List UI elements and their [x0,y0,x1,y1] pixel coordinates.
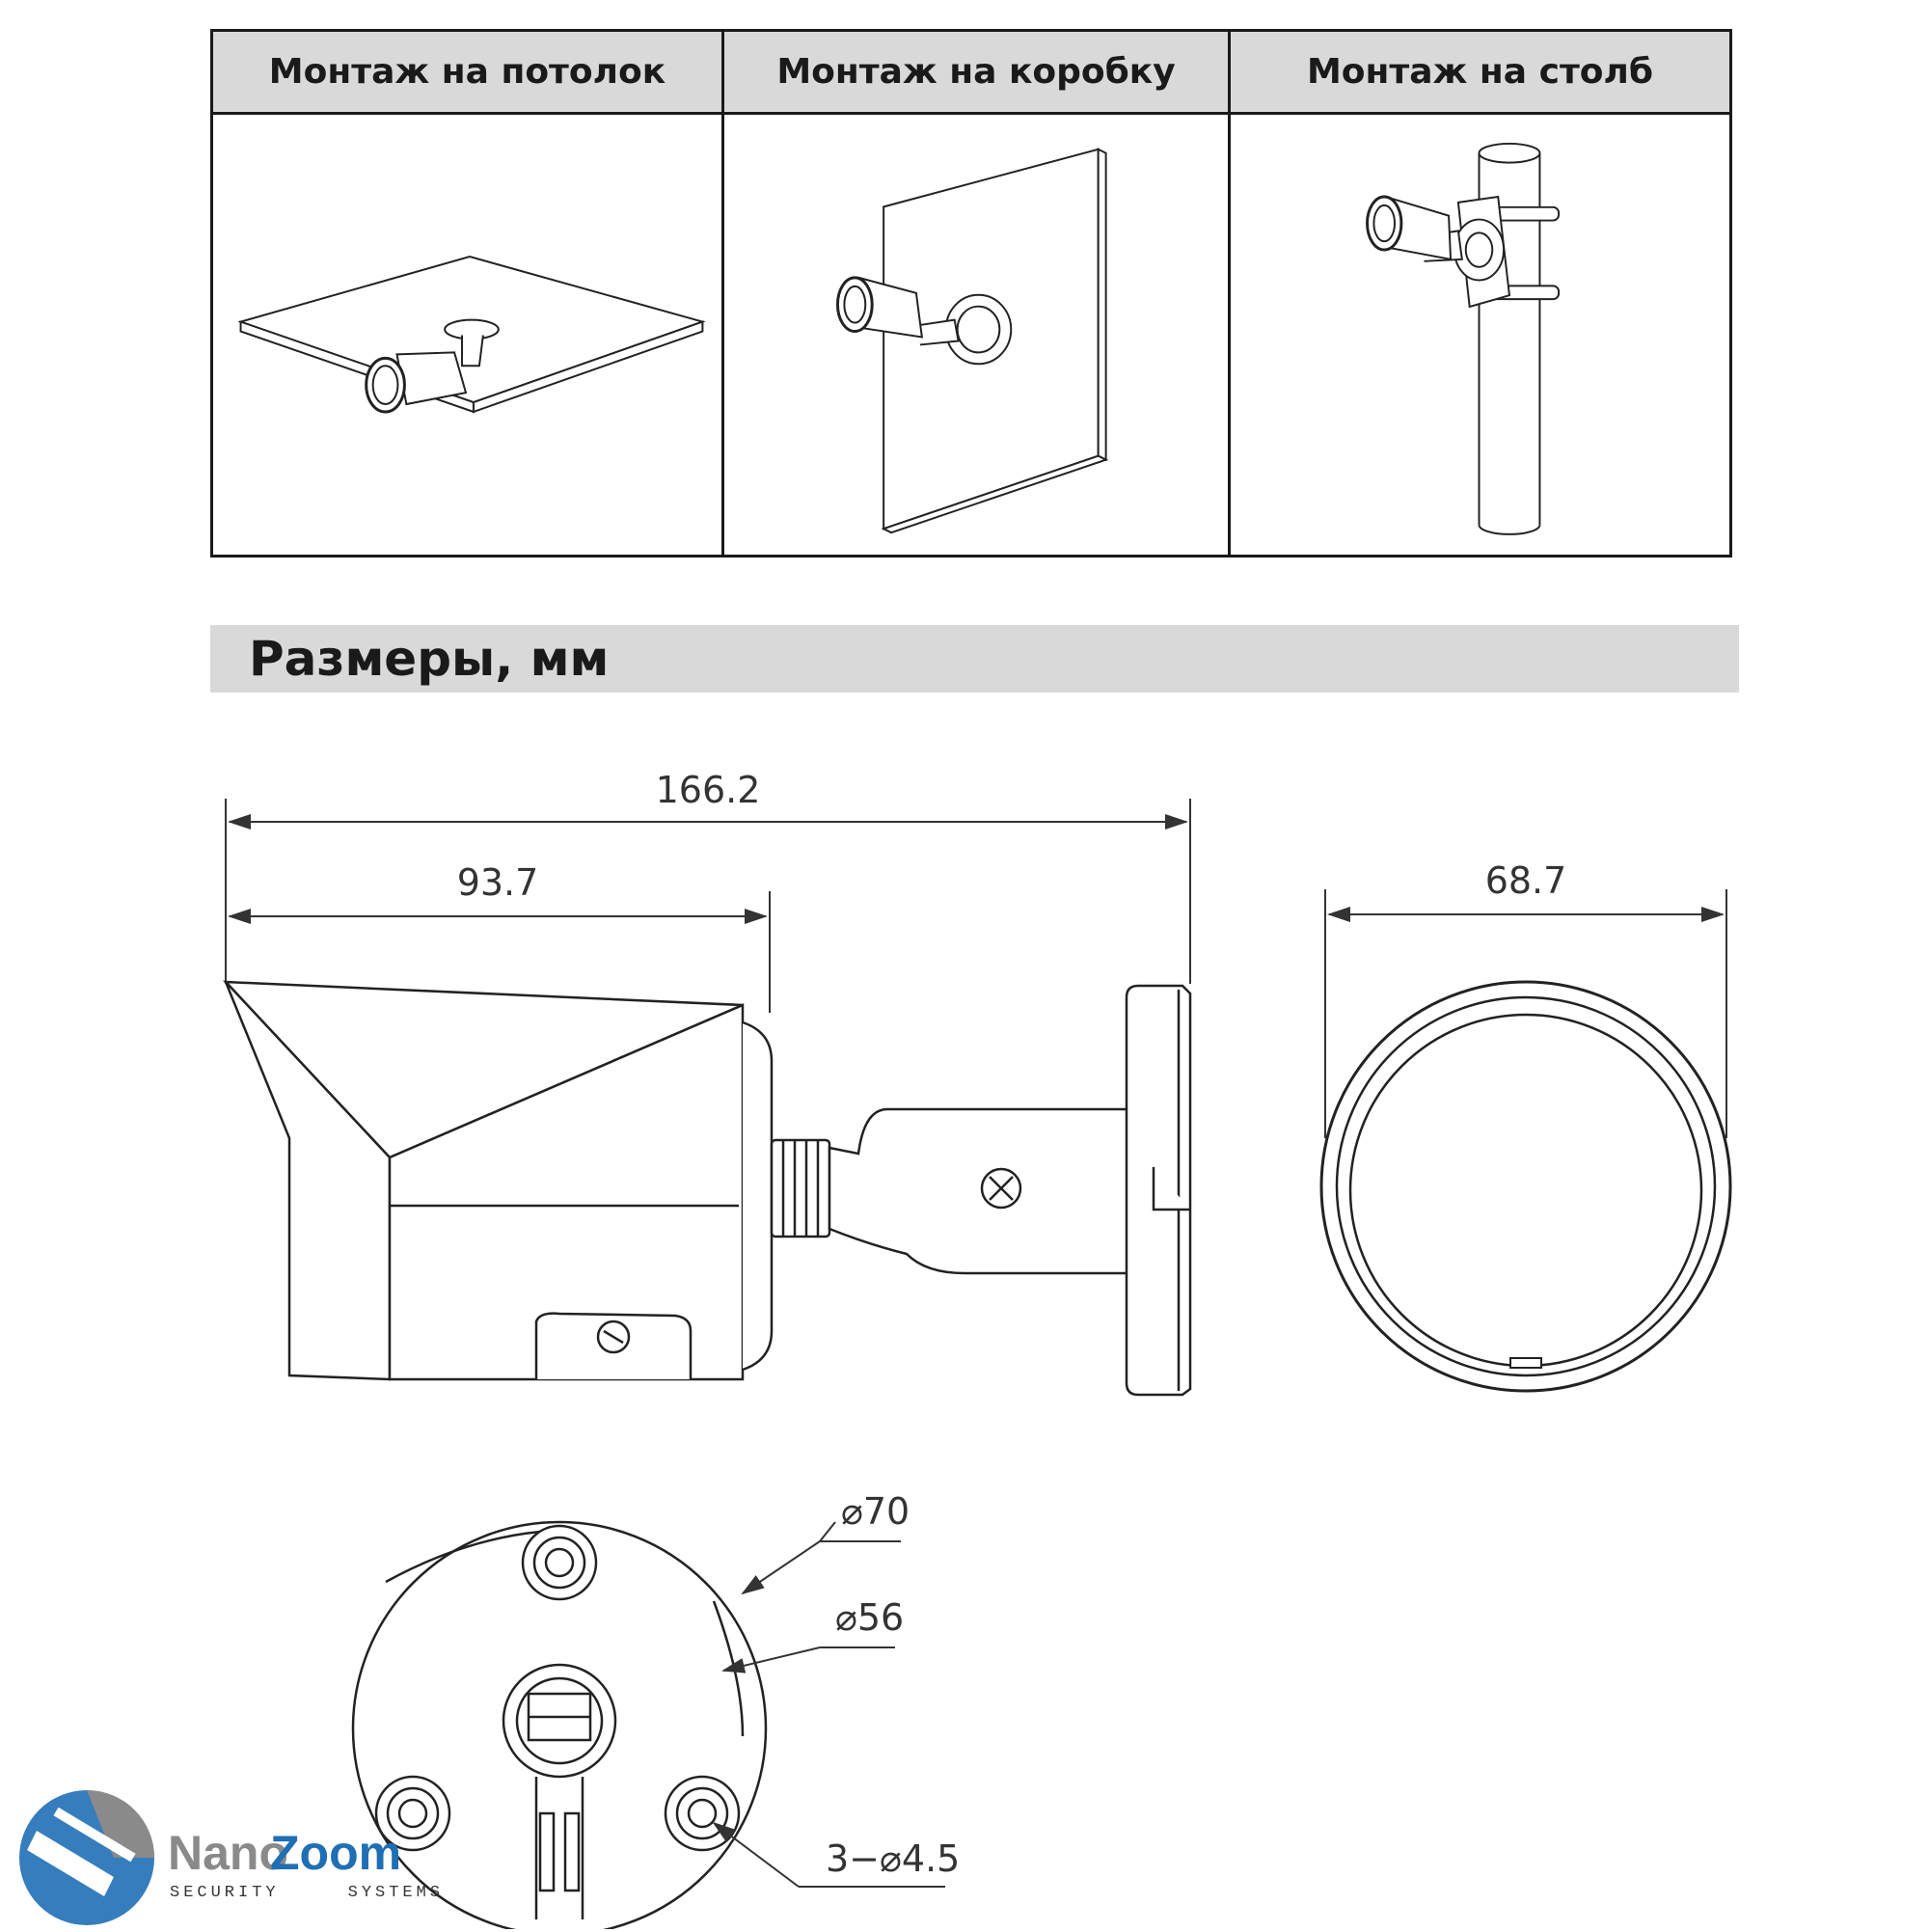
side-view-dimension-lines [226,799,1190,1013]
logo-name-part1: Nano [168,1826,288,1880]
logo-name-part2: Zoom [270,1826,402,1880]
base-outer-diameter-label: ⌀70 [841,1490,910,1533]
header-ceiling-mount: Монтаж на потолок [213,32,721,115]
header-box-mount: Монтаж на коробку [721,32,1228,115]
front-diameter-label: 68.7 [1484,859,1567,902]
camera-front-view [1321,982,1730,1391]
nanozoom-logo-mark [17,1782,471,1927]
nanozoom-logo [17,1782,471,1927]
header-pole-mount: Монтаж на столб [1228,32,1729,115]
logo-tagline: SECURITY SYSTEMS [170,1884,445,1902]
mounting-holes-label: 3−⌀4.5 [826,1837,961,1880]
body-length-label: 93.7 [456,861,539,904]
total-length-label: 166.2 [655,769,761,811]
camera-side-view [226,982,1190,1395]
base-inner-diameter-label: ⌀56 [835,1596,905,1639]
section-title: Размеры, мм [249,631,610,687]
